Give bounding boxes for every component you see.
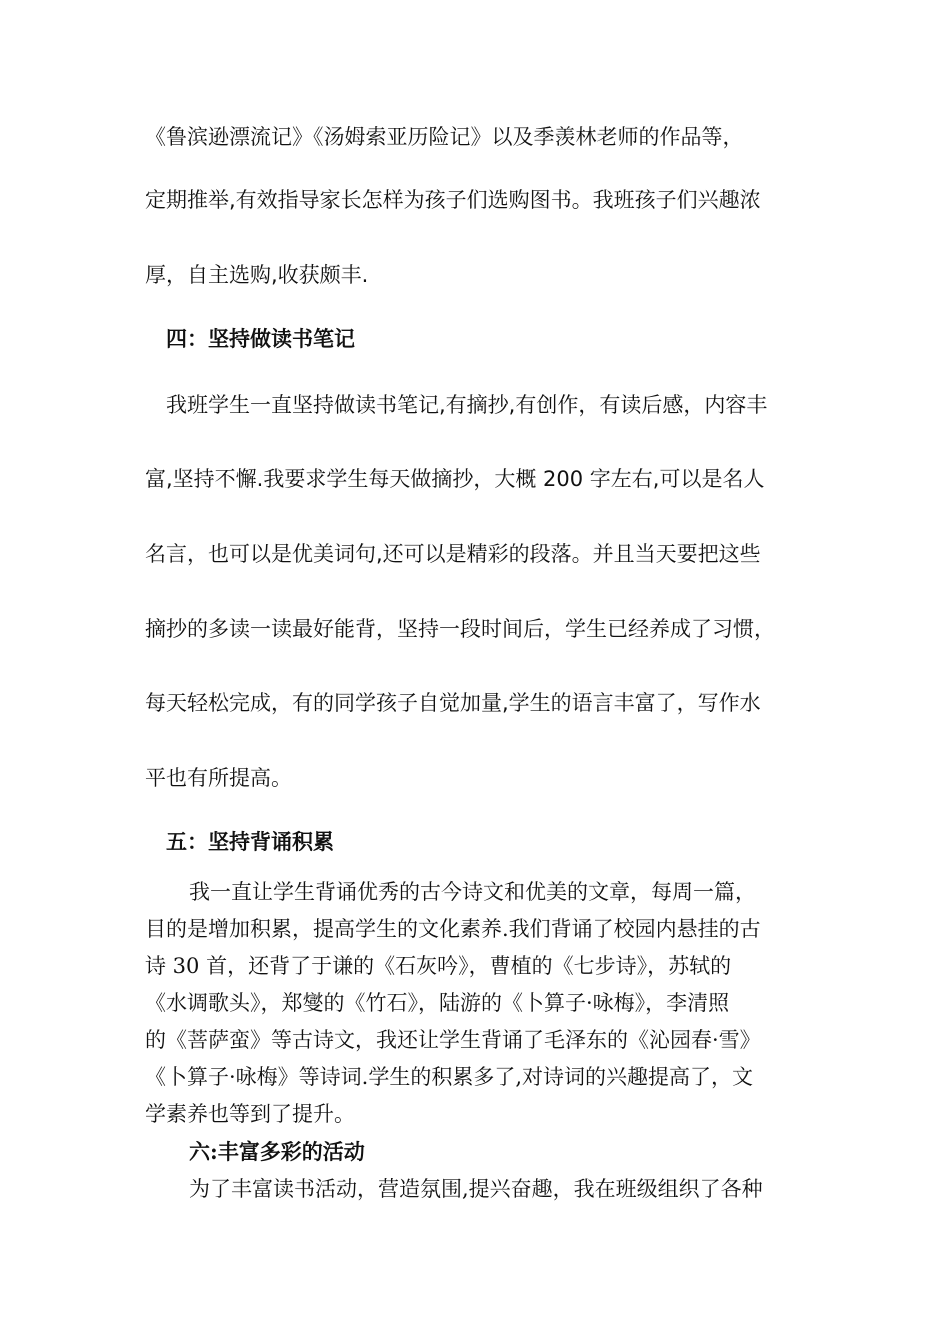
paragraph-line: 我班学生一直坚持做读书笔记,有摘抄,有创作，有读后感，内容丰 (166, 393, 768, 417)
paragraph-line: 厚，自主选购,收获颇丰. (145, 263, 369, 287)
section-heading-5: 五：坚持背诵积累 (166, 830, 334, 854)
paragraph-line: 定期推举,有效指导家长怎样为孩子们选购图书。我班孩子们兴趣浓 (145, 188, 761, 212)
paragraph-line: 为了丰富读书活动，营造氛围,提兴奋趣，我在班级组织了各种 (189, 1177, 763, 1201)
paragraph-line: 目的是增加积累，提高学生的文化素养.我们背诵了校园内悬挂的古 (145, 917, 761, 941)
paragraph-line: 富,坚持不懈.我要求学生每天做摘抄，大概 200 字左右,可以是名人 (145, 467, 765, 491)
paragraph-line: 《水调歌头》，郑燮的《竹石》，陆游的《卜算子·咏梅》，李清照 (145, 991, 730, 1015)
paragraph-line: 《卜算子·咏梅》等诗词.学生的积累多了,对诗词的兴趣提高了，文 (145, 1065, 754, 1089)
paragraph-line: 《鲁滨逊漂流记》《汤姆索亚历险记》以及季羡林老师的作品等， (145, 125, 744, 149)
paragraph-line: 摘抄的多读一读最好能背，坚持一段时间后，学生已经养成了习惯， (145, 617, 775, 641)
paragraph-line: 诗 30 首，还背了于谦的《石灰吟》，曹植的《七步诗》，苏轼的 (145, 954, 732, 978)
section-heading-4: 四：坚持做读书笔记 (166, 327, 355, 351)
paragraph-line: 每天轻松完成，有的同学孩子自觉加量,学生的语言丰富了，写作水 (145, 691, 761, 715)
paragraph-line: 名言，也可以是优美词句,还可以是精彩的段落。并且当天要把这些 (145, 542, 761, 566)
paragraph-line: 我一直让学生背诵优秀的古今诗文和优美的文章，每周一篇， (189, 880, 756, 904)
paragraph-line: 平也有所提高。 (145, 766, 292, 790)
paragraph-line: 的《菩萨蛮》等古诗文，我还让学生背诵了毛泽东的《沁园春·雪》 (145, 1028, 761, 1052)
section-heading-6: 六:丰富多彩的活动 (189, 1139, 365, 1164)
paragraph-line: 学素养也等到了提升。 (145, 1102, 355, 1126)
